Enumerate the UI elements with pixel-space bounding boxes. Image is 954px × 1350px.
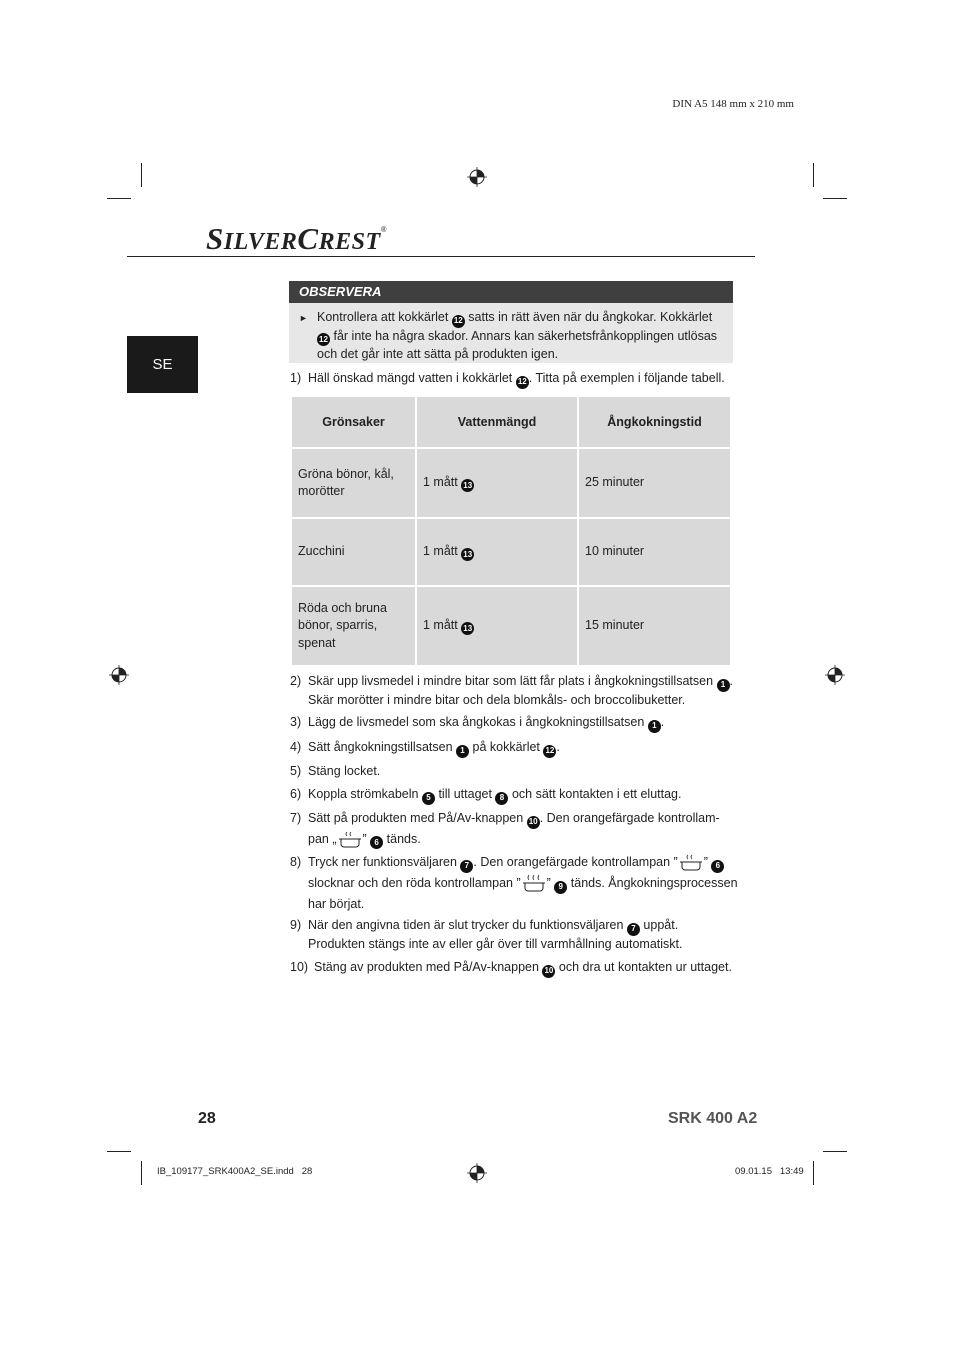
crop-mark bbox=[813, 1161, 814, 1185]
crop-mark bbox=[107, 1151, 131, 1152]
table-header: Ångkokningstid bbox=[578, 396, 731, 448]
slug-date-time: 09.01.15 13:49 bbox=[735, 1166, 804, 1177]
part-number-badge: 1 bbox=[717, 679, 730, 692]
part-number-badge: 1 bbox=[456, 745, 469, 758]
part-number-badge: 10 bbox=[527, 816, 540, 829]
steam-lamp-icon bbox=[521, 873, 547, 893]
table-row bbox=[291, 448, 731, 518]
keep-warm-lamp-icon bbox=[337, 829, 363, 849]
table-cell: 10 minuter bbox=[578, 518, 731, 586]
registration-mark-icon bbox=[467, 1163, 487, 1183]
document-format: DIN A5 148 mm x 210 mm bbox=[672, 98, 794, 110]
part-number-badge: 13 bbox=[461, 548, 474, 561]
page-number: 28 bbox=[198, 1110, 216, 1127]
table-row bbox=[291, 518, 731, 586]
table-cell: 15 minuter bbox=[578, 586, 731, 666]
table-row bbox=[291, 586, 731, 666]
note-body: ► Kontrollera att kokkärlet 12 satts in rätt även när du ångkokar. Kokkärlet 12 får inte ha några skador. Annars kan säkerhetsfrånkopplingen utlösas och det går inte att sätta på produkten igen. bbox=[289, 303, 733, 363]
table-cell: 1 mått 13 bbox=[416, 448, 578, 518]
language-tab: SE bbox=[127, 336, 198, 393]
part-number-badge: 7 bbox=[460, 860, 473, 873]
part-number-badge: 13 bbox=[461, 479, 474, 492]
crop-mark bbox=[813, 163, 814, 187]
part-number-badge: 6 bbox=[370, 836, 383, 849]
header-rule bbox=[127, 256, 755, 257]
crop-mark bbox=[141, 1161, 142, 1185]
part-number-badge: 7 bbox=[627, 923, 640, 936]
part-number-badge: 12 bbox=[452, 315, 465, 328]
crop-mark bbox=[823, 1151, 847, 1152]
table-header-row bbox=[291, 396, 731, 448]
part-number-badge: 12 bbox=[317, 333, 330, 346]
registration-mark-icon bbox=[467, 167, 487, 187]
part-number-badge: 8 bbox=[495, 792, 508, 805]
table-cell: Röda och bruna bönor, sparris, spenat bbox=[291, 586, 416, 666]
part-number-badge: 12 bbox=[543, 745, 556, 758]
table-cell: 1 mått 13 bbox=[416, 518, 578, 586]
keep-warm-lamp-icon bbox=[678, 852, 704, 872]
table-header: Vattenmängd bbox=[416, 396, 578, 448]
part-number-badge: 13 bbox=[461, 622, 474, 635]
part-number-badge: 1 bbox=[648, 720, 661, 733]
part-number-badge: 9 bbox=[554, 881, 567, 894]
slug-file-info: IB_109177_SRK400A2_SE.indd 28 bbox=[157, 1166, 313, 1177]
note-title: OBSERVERA bbox=[289, 281, 733, 303]
crop-mark bbox=[141, 163, 142, 187]
part-number-badge: 10 bbox=[542, 965, 555, 978]
part-number-badge: 12 bbox=[516, 376, 529, 389]
crop-mark bbox=[107, 198, 131, 199]
registration-mark-icon bbox=[825, 665, 845, 685]
part-number-badge: 5 bbox=[422, 792, 435, 805]
arrow-bullet-icon: ► bbox=[299, 313, 308, 323]
part-number-badge: 6 bbox=[711, 860, 724, 873]
table-cell: 1 mått 13 bbox=[416, 586, 578, 666]
steaming-table bbox=[290, 395, 732, 667]
table-cell: 25 minuter bbox=[578, 448, 731, 518]
registration-mark-icon bbox=[109, 665, 129, 685]
crop-mark bbox=[823, 198, 847, 199]
table-cell: Gröna bönor, kål, morötter bbox=[291, 448, 416, 518]
brand-logo: SILVERCREST® bbox=[206, 221, 388, 256]
table-header: Grönsaker bbox=[291, 396, 416, 448]
table-cell: Zucchini bbox=[291, 518, 416, 586]
model-name: SRK 400 A2 bbox=[668, 1110, 758, 1127]
